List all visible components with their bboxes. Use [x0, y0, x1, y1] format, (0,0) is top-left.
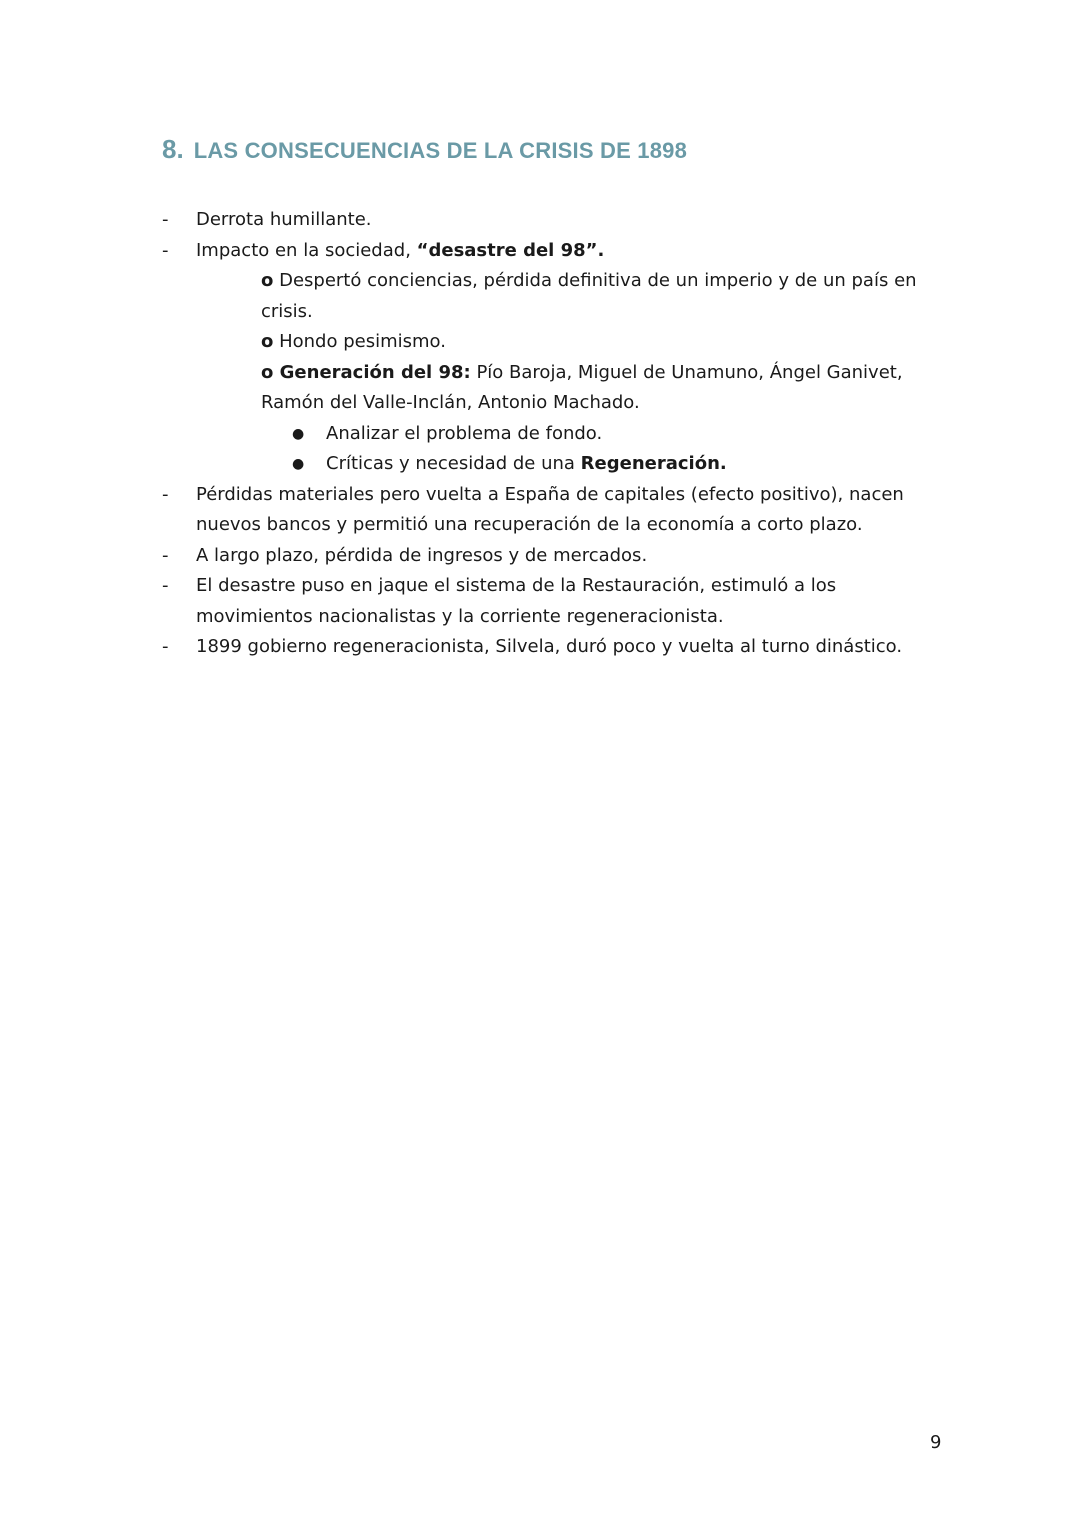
item-text-plain: Críticas y necesidad de una	[326, 453, 581, 474]
o-marker: o	[261, 361, 274, 383]
item-text-plain: Hondo pesimismo.	[273, 331, 446, 352]
item-text: Pérdidas materiales pero vuelta a España de capitales (efecto positivo), nacen nuevos bancos y permitió una recuperación de la economía a corto plazo.	[196, 483, 904, 535]
bullet-item	[0, 419, 1080, 450]
content-body	[0, 205, 1080, 663]
sub-item	[0, 327, 1080, 358]
dash-marker: -	[162, 209, 169, 230]
item-text: A largo plazo, pérdida de ingresos y de mercados.	[196, 544, 648, 566]
bullet-text	[326, 449, 946, 480]
dash-marker: -	[162, 544, 169, 566]
item-text-plain: Despertó conciencias, pérdida definitiva de un imperio y de un país en crisis.	[261, 270, 917, 322]
sub-item	[0, 266, 1080, 327]
bullet-icon: ●	[292, 425, 305, 442]
item-text: 1899 gobierno regeneracionista, Silvela, duró poco y vuelta al turno dinástico.	[196, 636, 903, 657]
sub-item	[0, 358, 1080, 419]
o-marker: o	[261, 270, 274, 291]
o-marker: o	[261, 331, 274, 352]
item-text	[196, 236, 956, 267]
section-number: 8.	[162, 134, 184, 164]
item-text-bold: Generación del 98:	[273, 361, 471, 383]
item-text: El desastre puso en jaque el sistema de la Restauración, estimuló a los movimientos nacionalistas y la corriente regeneracionista.	[196, 575, 837, 627]
dash-marker: -	[162, 575, 169, 596]
list-item	[0, 541, 1080, 572]
sub-item-text	[261, 266, 951, 327]
item-text-plain: Pío Baroja, Miguel de Unamuno, Ángel Ganivet, Ramón del Valle-Inclán, Antonio Machado.	[261, 361, 903, 413]
page-number: 9	[930, 1432, 942, 1453]
bullet-item	[0, 449, 1080, 480]
dash-marker: -	[162, 483, 169, 505]
section-heading	[162, 134, 687, 165]
item-text: Derrota humillante.	[196, 209, 372, 230]
dash-marker: -	[162, 239, 169, 261]
list-item	[0, 632, 1080, 663]
dash-marker: -	[162, 636, 169, 657]
list-item	[0, 480, 1080, 541]
sub-item-text	[261, 327, 951, 358]
bullet-icon: ●	[292, 456, 305, 472]
sub-item-text	[261, 358, 951, 419]
list-item	[0, 236, 1080, 267]
list-item	[0, 571, 1080, 632]
item-text-bold: Regeneración.	[580, 453, 727, 474]
section-title: LAS CONSECUENCIAS DE LA CRISIS DE 1898	[193, 138, 688, 163]
bullet-text: Analizar el problema de fondo.	[326, 422, 603, 444]
list-item	[0, 205, 1080, 236]
item-text-bold: “desastre del 98”.	[416, 239, 605, 261]
item-text-plain: Impacto en la sociedad,	[196, 239, 417, 261]
